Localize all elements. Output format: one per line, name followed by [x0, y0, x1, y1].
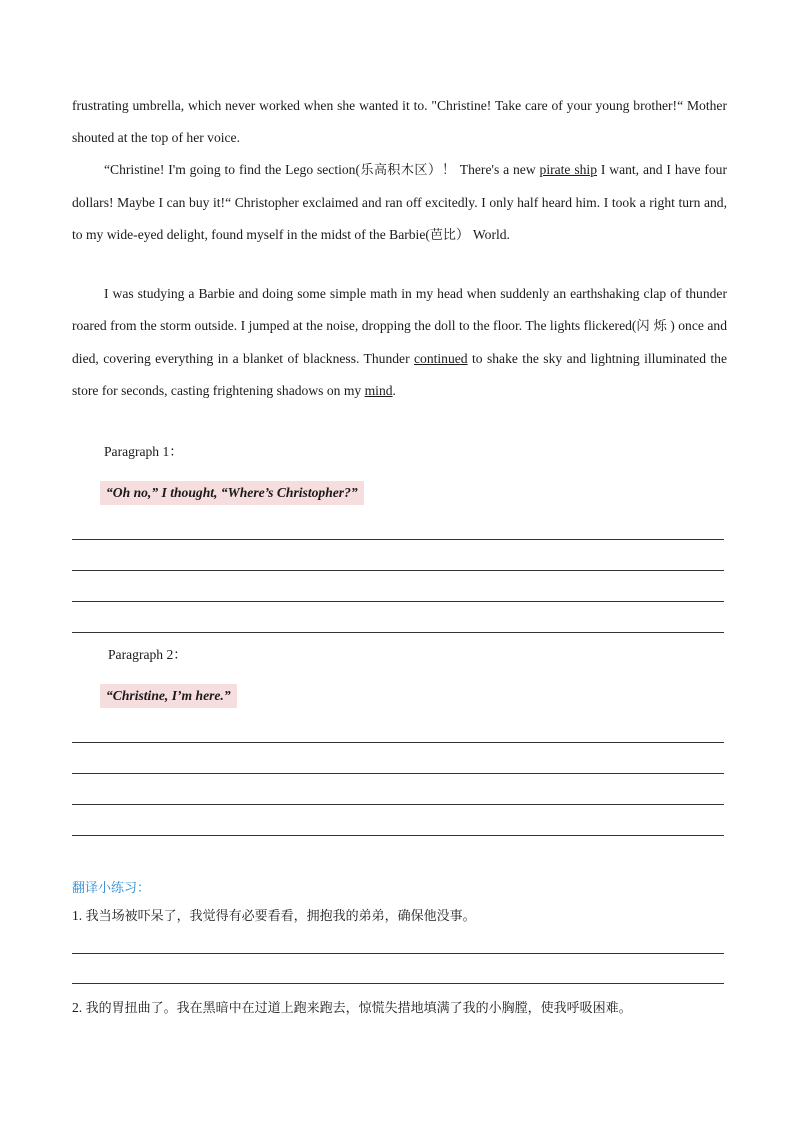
story-text: I want, and I have four dollars! Maybe I can buy it!“ Christopher exclaimed and ran off excitedly. I only half heard him. I took a right turn and, to my wide-eyed delight, found myself in the midst of the Barbie( — [72, 162, 727, 242]
story-text: . — [392, 383, 396, 398]
paragraph-2-opening-sentence: “Christine, I’m here.” — [100, 684, 237, 708]
paragraph-2-label: Paragraph 2： — [108, 647, 187, 662]
story-text: ) once and died, covering everything in a blanket of blackness. Thunder — [72, 318, 727, 366]
paragraph-1-label: Paragraph 1： — [104, 444, 183, 459]
writing-line[interactable] — [72, 601, 724, 602]
underlined-word: mind — [364, 383, 393, 398]
writing-line[interactable] — [72, 804, 724, 805]
story-paragraph-3 — [72, 278, 727, 407]
item-text: 我当场被吓呆了，我觉得有必要看看，拥抱我的弟弟，确保他没事。 — [85, 909, 476, 924]
writing-line[interactable] — [72, 953, 724, 954]
story-text: frustrating umbrella, which never worked when she wanted it to. "Christine! Take care of your young brother!“ Mother shouted at the top of her voice. — [72, 98, 727, 145]
story-text: “Christine! I'm going to find the Lego section( — [104, 162, 361, 177]
item-number: 1. — [72, 908, 86, 923]
translation-item-1 — [72, 906, 476, 927]
paragraph-1-opening-sentence: “Oh no,” I thought, “Where’s Christopher?” — [100, 481, 364, 505]
chinese-gloss: 闪 烁 — [636, 319, 667, 334]
item-number: 2. — [72, 1000, 86, 1015]
writing-line[interactable] — [72, 983, 724, 984]
chinese-gloss: 乐高积木区 — [360, 163, 428, 178]
writing-line[interactable] — [72, 632, 724, 633]
translation-item-2 — [72, 998, 632, 1019]
item-text: 我的胃扭曲了。我在黑暗中在过道上跑来跑去，惊慌失措地填满了我的小胸膛，使我呼吸困难。 — [85, 1001, 632, 1016]
story-paragraph-2 — [72, 154, 727, 252]
writing-line[interactable] — [72, 539, 724, 540]
translation-section-title: 翻译小练习： — [72, 881, 151, 896]
writing-line[interactable] — [72, 835, 724, 836]
writing-line[interactable] — [72, 742, 724, 743]
story-text: I was studying a Barbie and doing some simple math in my head when suddenly an earthshaking clap of thunder roared from the storm outside. I jumped at the noise, dropping the doll to the floor. The lights flickered( — [72, 286, 727, 333]
chinese-gloss: 芭比 — [429, 228, 456, 243]
story-text: to shake the sky and lightning illuminated the store for seconds, casting frightening shadows on my — [72, 351, 727, 398]
writing-line[interactable] — [72, 773, 724, 774]
story-paragraph-1 — [72, 90, 727, 154]
underlined-phrase: pirate ship — [539, 162, 597, 177]
writing-line[interactable] — [72, 570, 724, 571]
story-text: ） World. — [455, 227, 510, 242]
story-text: ）！ There's a new — [427, 162, 540, 177]
underlined-word: continued — [414, 351, 468, 366]
